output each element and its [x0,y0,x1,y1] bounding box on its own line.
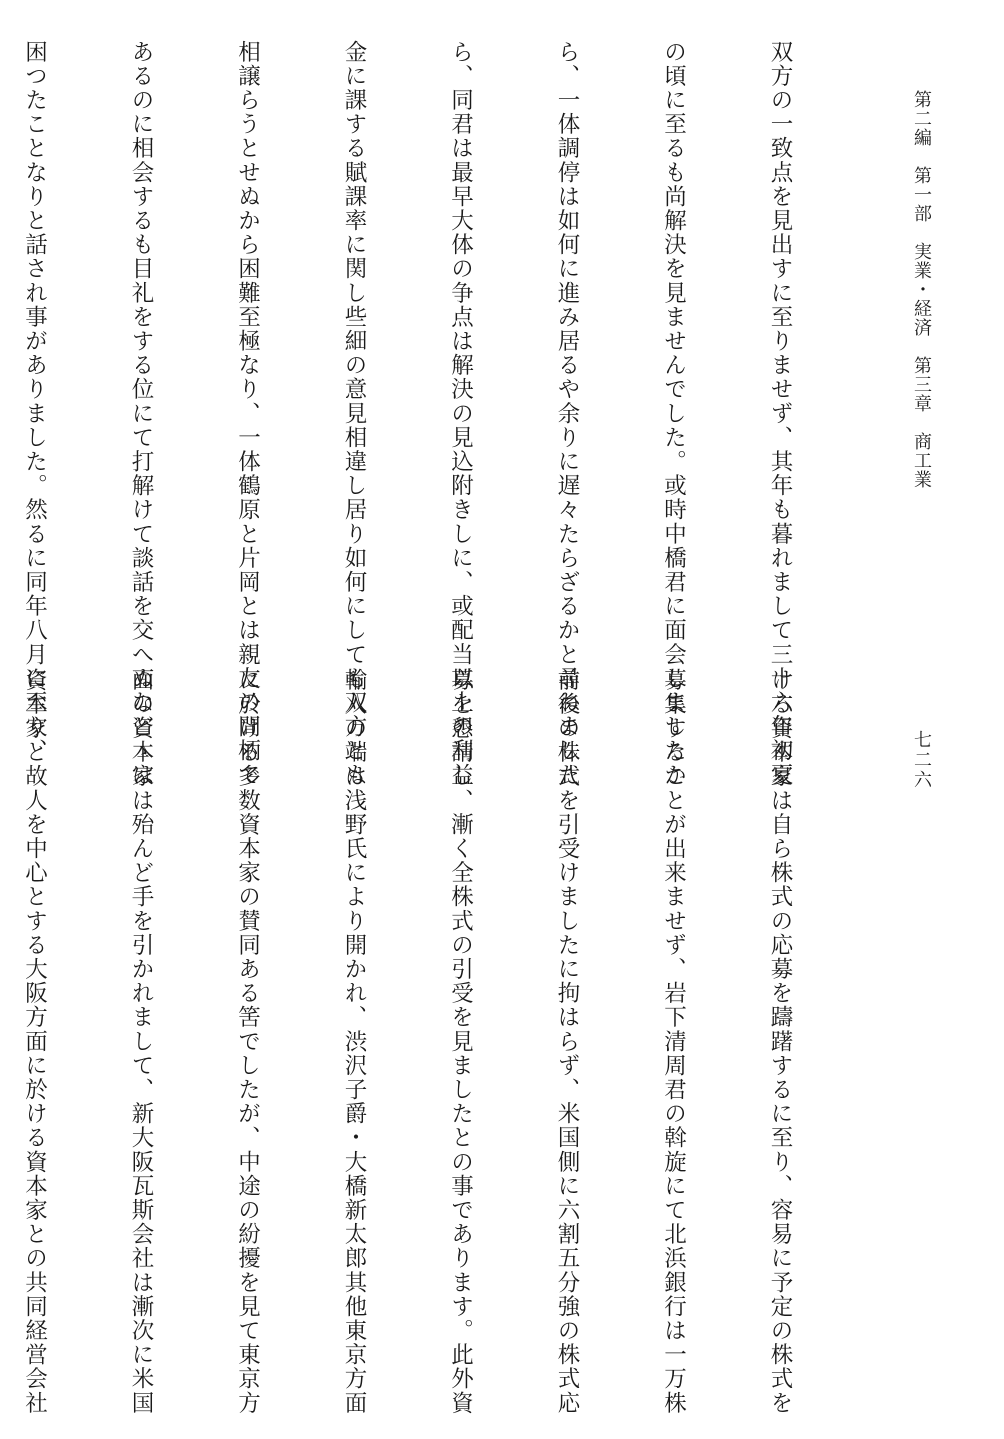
text-column: 面の資本家は殆んど手を引かれまして、新大阪瓦斯会社は漸次に米国 [128,668,154,1416]
text-column: 資本家と故人を中心とする大阪方面に於ける資本家との共同経営会社 [21,668,48,1416]
page-number: 七二六 [911,730,932,790]
text-column: ら、同君は最早大体の争点は解決の見込附きしに、或配当以上の利益 [447,40,474,788]
text-column: ら、一体調停は如何に進み居るや余りに遅々たらざるかと尋ねました [554,40,580,788]
text-column: 輸入の端は浅野氏により開かれ、渋沢子爵・大橋新太郎其他東京方面 [341,668,367,1416]
running-header: 第二編 第一部 実業・経済 第三章 商工業 [911,90,932,489]
text-column: 双方の一致点を見出すに至りませず、其年も暮れまして三十六年初夏 [767,40,793,788]
text-column: 金に課する賦課率に関し些細の意見相違し居り如何にしても双方とも [341,40,367,788]
text-block-top [0,40,868,788]
text-column: 相譲らうとせぬから困難至極なり、一体鶴原と片岡とは親友の間柄で [234,40,261,788]
text-column: ける資本家は自ら株式の応募を躊躇するに至り、容易に予定の株式を [767,668,793,1416]
text-column: 前後の株式を引受けましたに拘はらず、米国側に六割五分強の株式応 [554,668,580,1416]
text-column: あるのに相会するも目礼をする位にて打解けて談話を交へぬなどゝは [128,40,154,788]
text-column: 困つたことなりと話され事がありました。然るに同年八月に至り、 [21,40,48,763]
text-column: の頃に至るも尚解決を見ませんでした。或時中橋君に面会しましたか [660,40,687,788]
text-column: 募集することが出来ませず、岩下清周君の斡旋にて北浜銀行は一万株 [660,668,687,1416]
text-block-bottom [0,668,868,1416]
text-column: に於ける多数資本家の賛同ある筈でしたが、中途の紛擾を見て東京方 [234,668,261,1416]
text-column: 募を懇請し、漸く全株式の引受を見ましたとの事であります。此外資 [447,668,474,1416]
